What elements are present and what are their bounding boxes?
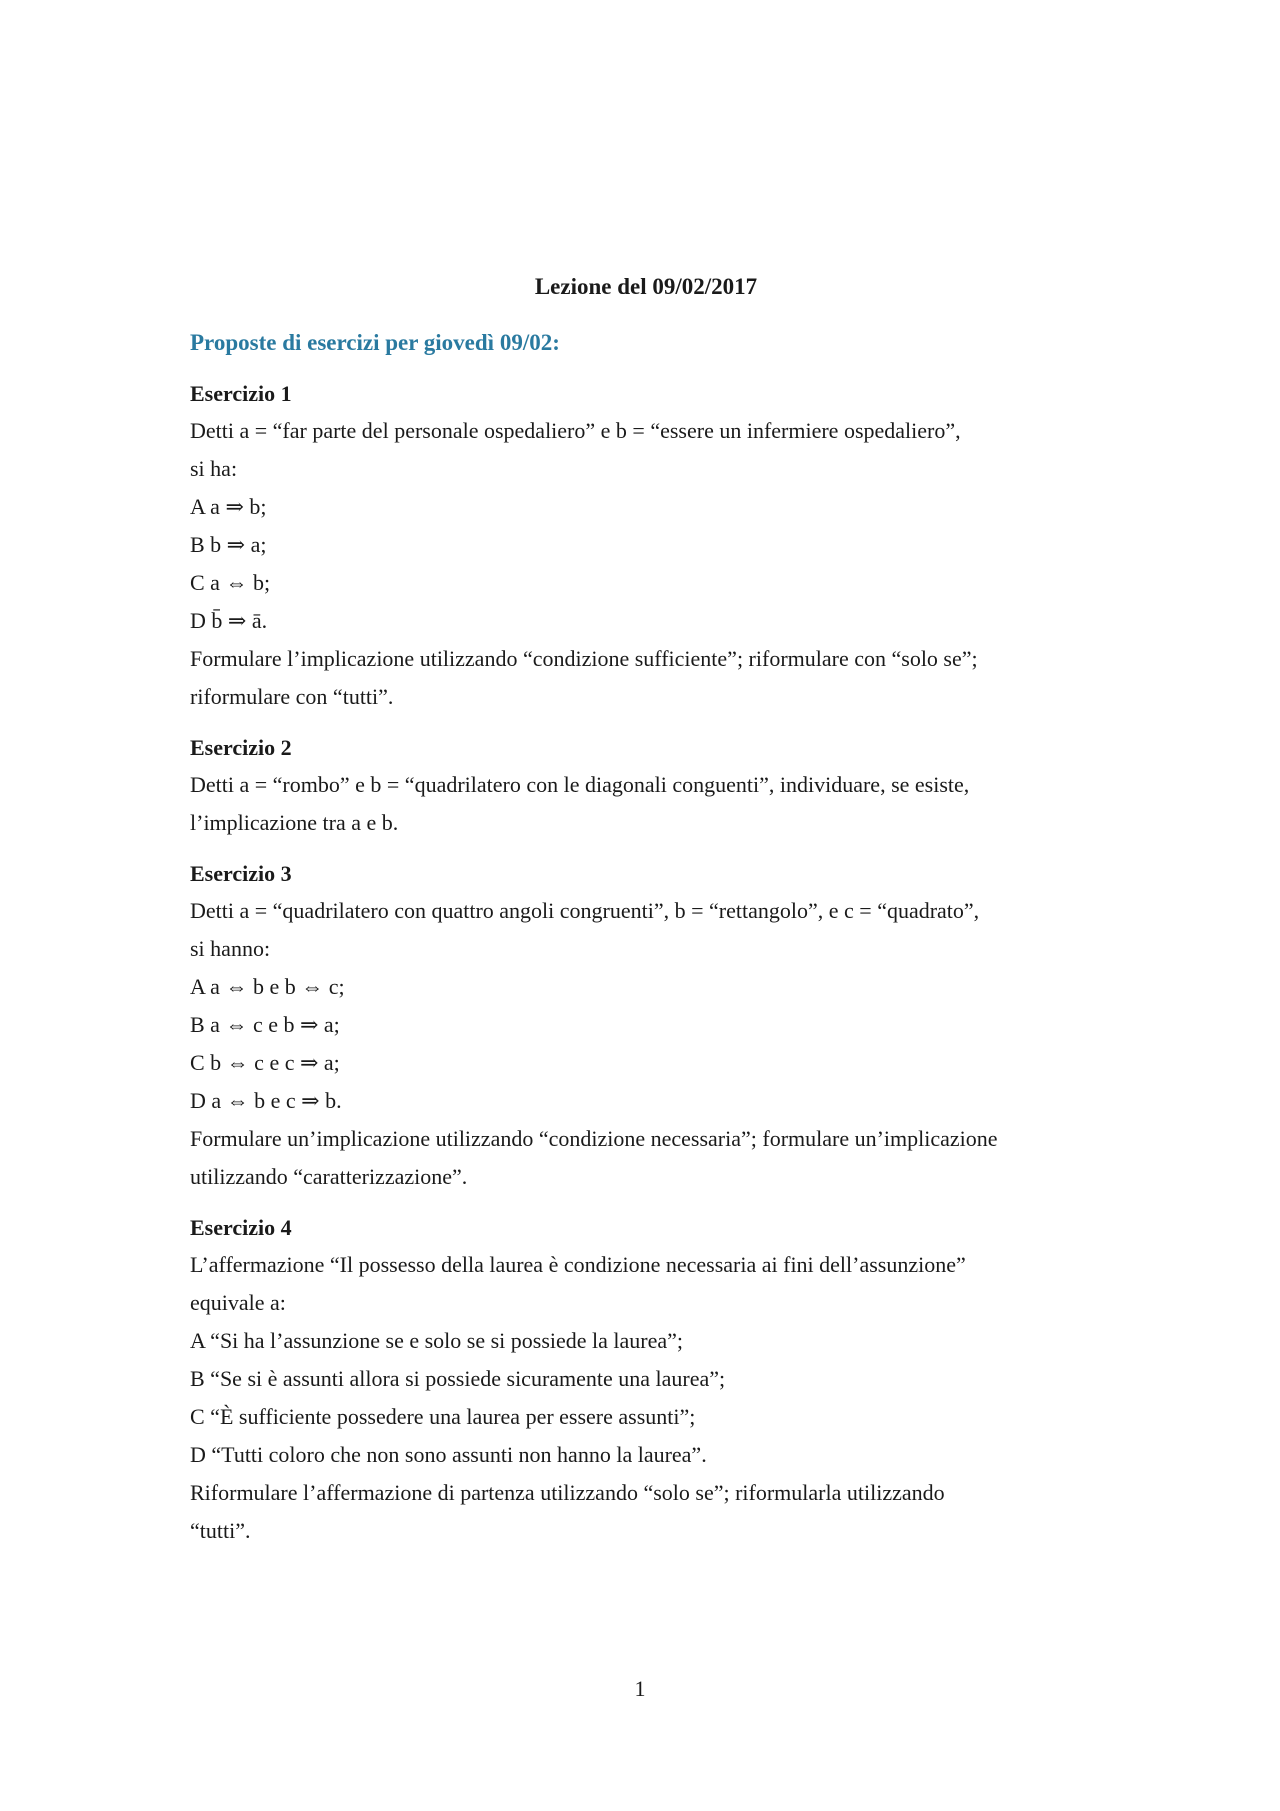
exercise-text-line: l’implicazione tra a e b. (190, 810, 399, 835)
exercise-text-line: Riformulare l’affermazione di partenza utilizzando “solo se”; riformularla utilizzando (190, 1480, 945, 1505)
exercise-1 (190, 376, 1102, 716)
exercise-text-line: Detti a = “quadrilatero con quattro angoli congruenti”, b = “rettangolo”, e c = “quadrato”, (190, 898, 980, 923)
exercise-4 (190, 1210, 1102, 1550)
answer-option: C a ⇔ b; (190, 570, 271, 595)
answer-option: C “È sufficiente possedere una laurea per essere assunti”; (190, 1404, 696, 1429)
answer-option: A “Si ha l’assunzione se e solo se si possiede la laurea”; (190, 1328, 684, 1353)
exercise-title: Esercizio 1 (190, 381, 292, 406)
exercise-title: Esercizio 2 (190, 735, 292, 760)
answer-option: B b ⇒ a; (190, 532, 267, 557)
answer-option: D a ⇔ b e c ⇒ b. (190, 1088, 342, 1113)
exercise-text-line: L’affermazione “Il possesso della laurea è condizione necessaria ai fini dell’assunzione” (190, 1252, 966, 1277)
exercise-text-line: Detti a = “rombo” e b = “quadrilatero con le diagonali conguenti”, individuare, se esiste, (190, 772, 970, 797)
exercise-text-line: Formulare l’implicazione utilizzando “condizione sufficiente”; riformulare con “solo se”; (190, 646, 978, 671)
exercise-title: Esercizio 4 (190, 1215, 292, 1240)
answer-option: D “Tutti coloro che non sono assunti non hanno la laurea”. (190, 1442, 707, 1467)
document-page (190, 270, 1102, 1564)
exercise-text-line: Formulare un’implicazione utilizzando “condizione necessaria”; formulare un’implicazione (190, 1126, 998, 1151)
answer-option: D b̄ ⇒ ā. (190, 608, 268, 633)
exercise-3 (190, 856, 1102, 1196)
page-title: Lezione del 09/02/2017 (534, 274, 758, 299)
exercise-text-line: “tutti”. (190, 1518, 251, 1543)
answer-option: A a ⇒ b; (190, 494, 267, 519)
exercise-text-line: si ha: (190, 456, 238, 481)
answer-option: C b ⇔ c e c ⇒ a; (190, 1050, 340, 1075)
section-heading: Proposte di esercizi per giovedì 09/02: (190, 330, 560, 355)
exercise-title: Esercizio 3 (190, 861, 292, 886)
answer-option: B “Se si è assunti allora si possiede sicuramente una laurea”; (190, 1366, 726, 1391)
answer-option: A a ⇔ b e b ⇔ c; (190, 974, 345, 999)
answer-option: B a ⇔ c e b ⇒ a; (190, 1012, 340, 1037)
exercise-2 (190, 730, 1102, 842)
exercise-text-line: Detti a = “far parte del personale ospedaliero” e b = “essere un infermiere ospedaliero”, (190, 418, 961, 443)
exercise-text-line: utilizzando “caratterizzazione”. (190, 1164, 468, 1189)
page-number: 1 (634, 1676, 646, 1701)
exercise-text-line: si hanno: (190, 936, 271, 961)
exercise-text-line: equivale a: (190, 1290, 286, 1315)
exercise-text-line: riformulare con “tutti”. (190, 684, 394, 709)
